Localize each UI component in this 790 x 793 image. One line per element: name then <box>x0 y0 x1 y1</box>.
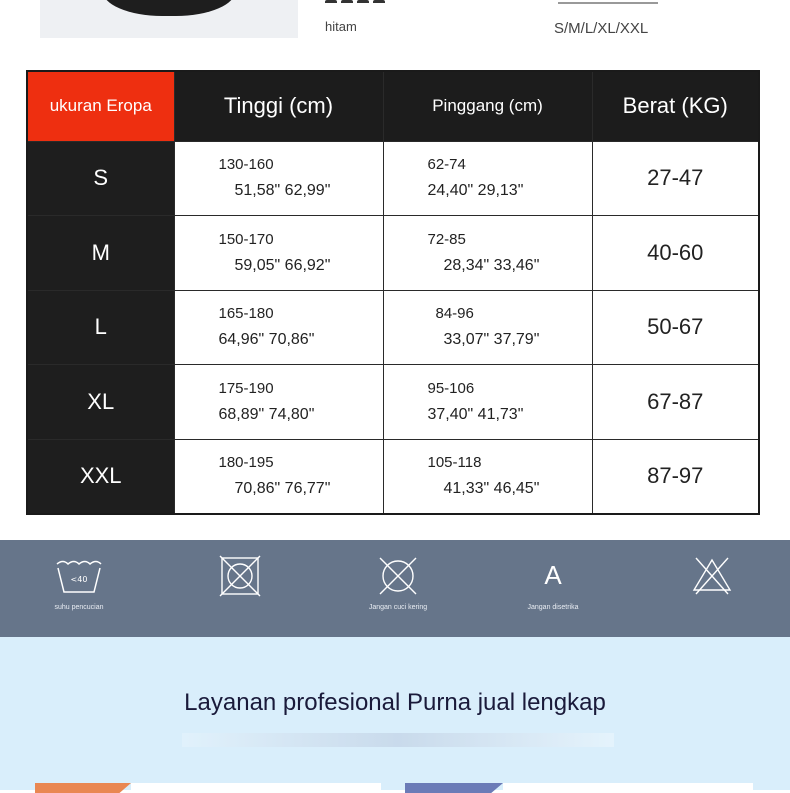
cropped-text <box>558 0 658 4</box>
height-in: 64,96" 70,86" <box>218 331 315 349</box>
height-cm: 180-195 <box>218 454 274 472</box>
care-instructions-strip <box>0 540 790 637</box>
height-cm: 130-160 <box>218 156 274 174</box>
table-row <box>27 290 759 365</box>
waist-cm: 95-106 <box>427 380 475 398</box>
product-image <box>102 0 236 16</box>
height-cell <box>174 439 383 514</box>
service-tab-right-bar <box>503 783 753 793</box>
care-label: Jangan disetrika <box>527 604 579 611</box>
service-tab-left-bar <box>131 783 381 793</box>
waist-in: 37,40" 41,73" <box>427 406 524 424</box>
size-cell: XL <box>27 365 174 440</box>
height-cm: 165-180 <box>218 305 274 323</box>
wash-40-icon <box>54 554 104 598</box>
height-cell <box>174 216 383 291</box>
waist-cell <box>383 290 592 365</box>
waist-in: 33,07" 37,79" <box>443 331 540 349</box>
height-in: 59,05" 66,92" <box>234 256 331 274</box>
waist-cell <box>383 216 592 291</box>
service-title: Layanan profesional Purna jual lengkap <box>184 689 606 716</box>
waist-cell <box>383 439 592 514</box>
height-cell <box>174 290 383 365</box>
header-waist: Pinggang (cm) <box>383 71 592 141</box>
header-eu-size: ukuran Eropa <box>27 71 174 141</box>
table-row <box>27 216 759 291</box>
care-label: Jangan cuci kering <box>368 604 428 611</box>
header-weight: Berat (KG) <box>592 71 759 141</box>
product-strip <box>0 0 790 60</box>
height-cm: 175-190 <box>218 380 274 398</box>
no-dry-clean-icon <box>376 554 420 598</box>
table-row <box>27 439 759 514</box>
care-label: suhu pencucian <box>54 604 104 611</box>
service-tab-right <box>405 783 503 793</box>
service-section <box>0 637 790 790</box>
waist-in: 41,33" 46,45" <box>443 480 540 498</box>
table-header-row <box>27 71 759 141</box>
no-tumble-dry-icon <box>218 554 262 598</box>
no-bleach-icon <box>690 554 734 598</box>
waist-in: 28,34" 33,46" <box>443 256 540 274</box>
weight-cell: 50-67 <box>592 290 759 365</box>
care-item <box>19 554 139 611</box>
weight-cell: 27-47 <box>592 141 759 216</box>
color-value: hitam <box>325 19 357 34</box>
dry-clean-a-icon: A <box>544 560 562 590</box>
care-item <box>338 554 458 611</box>
height-in: 70,86" 76,77" <box>234 480 331 498</box>
table-row <box>27 365 759 440</box>
size-cell: XXL <box>27 439 174 514</box>
care-item <box>493 554 613 611</box>
height-in: 68,89" 74,80" <box>218 406 315 424</box>
height-cell <box>174 141 383 216</box>
waist-cell <box>383 365 592 440</box>
service-tab-left <box>35 783 131 793</box>
height-cell <box>174 365 383 440</box>
weight-cell: 87-97 <box>592 439 759 514</box>
product-photo <box>40 0 298 38</box>
height-cm: 150-170 <box>218 230 274 248</box>
table-row <box>27 141 759 216</box>
cropped-text <box>325 0 420 3</box>
waist-cm: 105-118 <box>427 454 482 472</box>
waist-cell <box>383 141 592 216</box>
height-in: 51,58" 62,99" <box>234 182 331 200</box>
waist-cm: 84-96 <box>435 305 474 323</box>
svg-text:<40: <40 <box>70 575 88 584</box>
waist-cm: 62-74 <box>427 156 466 174</box>
care-item <box>652 554 772 604</box>
size-cell: M <box>27 216 174 291</box>
size-cell: L <box>27 290 174 365</box>
size-cell: S <box>27 141 174 216</box>
waist-in: 24,40" 29,13" <box>427 182 524 200</box>
header-height: Tinggi (cm) <box>174 71 383 141</box>
service-subtitle-faded <box>182 733 614 747</box>
size-value: S/M/L/XL/XXL <box>554 20 649 37</box>
weight-cell: 67-87 <box>592 365 759 440</box>
waist-cm: 72-85 <box>427 230 466 248</box>
care-item <box>180 554 300 604</box>
weight-cell: 40-60 <box>592 216 759 291</box>
size-chart-table <box>26 70 760 515</box>
